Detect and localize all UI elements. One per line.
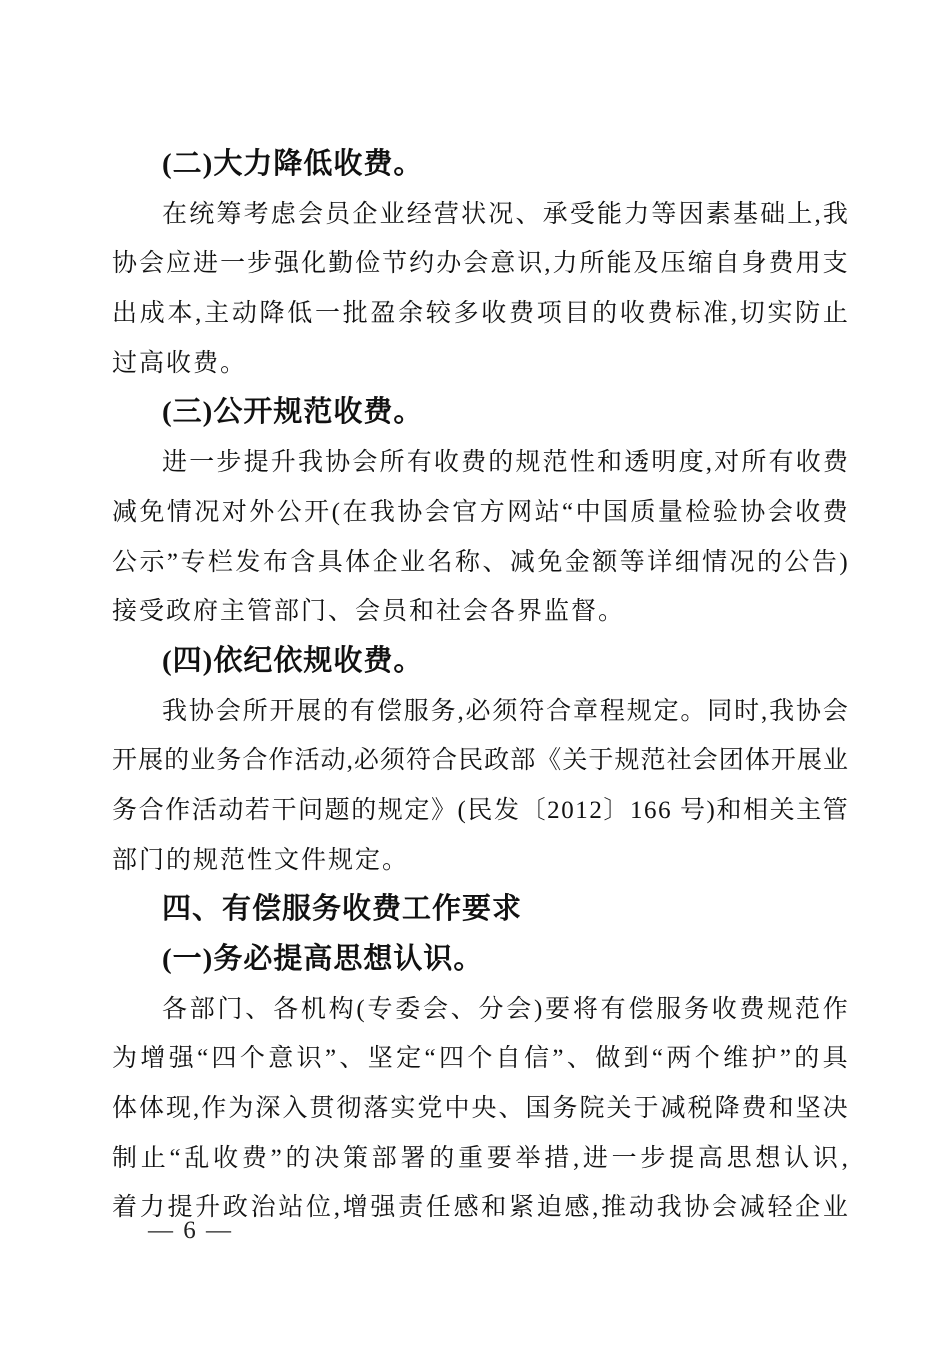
- paragraph-line: 进 一 步 提 升 我 协 会 所 有 收 费 的 规 范 性 和 透 明 度 , 对 所 有 收 费: [162, 449, 848, 477]
- paragraph-line: 各 部 门 、 各 机 构 ( 专 委 会 、 分 会 ) 要 将 有 偿 服 务 收 费 规 范 作: [162, 995, 848, 1023]
- subsection-heading-3: (三)公开规范收费。: [162, 396, 424, 429]
- subsection-heading-4: (四)依纪依规收费。: [162, 644, 424, 677]
- page-number: — 6 —: [148, 1217, 233, 1244]
- paragraph-line: 制 止 “ 乱 收 费 ” 的 决 策 部 署 的 重 要 举 措 , 进 一 步 提 高 思 想 认 识 ,: [112, 1144, 848, 1172]
- paragraph-line: 出 成 本 , 主 动 降 低 一 批 盈 余 较 多 收 费 项 目 的 收 费 标 准 , 切 实 防 止: [112, 300, 848, 328]
- paragraph-line: 公 示 ” 专 栏 发 布 含 具 体 企 业 名 称 、 减 免 金 额 等 详 细 情 况 的 公 告 ): [112, 548, 848, 576]
- paragraph-line: 接受政府主管部门、会员和社会各界监督。: [112, 598, 626, 626]
- paragraph-line: 着 力 提 升 政 治 站 位 , 增 强 责 任 感 和 紧 迫 感 , 推 动 我 协 会 减 轻 企 业: [112, 1194, 848, 1222]
- paragraph-line: 协 会 应 进 一 步 强 化 勤 俭 节 约 办 会 意 识 , 力 所 能 及 压 缩 自 身 费 用 支: [112, 250, 848, 278]
- paragraph-line: 在 统 筹 考 虑 会 员 企 业 经 营 状 况 、 承 受 能 力 等 因 素 基 础 上 , 我: [162, 200, 848, 228]
- paragraph-line: 为 增 强 “ 四 个 意 识 ” 、 坚 定 “ 四 个 自 信 ” 、 做 到 “ 两 个 维 护 ” 的 具: [112, 1045, 848, 1073]
- paragraph-line: 过高收费。: [112, 349, 248, 377]
- chapter-heading: 四、有偿服务收费工作要求: [162, 893, 523, 926]
- paragraph-line: 减 免 情 况 对 外 公 开 ( 在 我 协 会 官 方 网 站 “ 中 国 质 量 检 验 协 会 收 费: [112, 498, 848, 526]
- paragraph-line: 部门的规范性文件规定。: [112, 846, 410, 874]
- paragraph-line: 我 协 会 所 开 展 的 有 偿 服 务 , 必 须 符 合 章 程 规 定 。 同 时 , 我 协 会: [162, 697, 848, 725]
- subsection-heading-1: (一)务必提高思想认识。: [162, 943, 484, 975]
- document-body: [112, 140, 848, 1233]
- paragraph-line: 体 体 现 , 作 为 深 入 贯 彻 落 实 党 中 央 、 国 务 院 关 于 减 税 降 费 和 坚 决: [112, 1095, 848, 1123]
- paragraph-line: 开 展 的 业 务 合 作 活 动 , 必 须 符 合 民 政 部 《 关 于 规 范 社 会 团 体 开 展 业: [112, 747, 848, 775]
- subsection-heading-2: (二)大力降低收费。: [162, 148, 424, 180]
- paragraph-line: 务 合 作 活 动 若 干 问 题 的 规 定 》 ( 民 发 〔 2 0 1 2 〕 1 6 6 号 ) 和 相 关 主 管: [112, 796, 848, 824]
